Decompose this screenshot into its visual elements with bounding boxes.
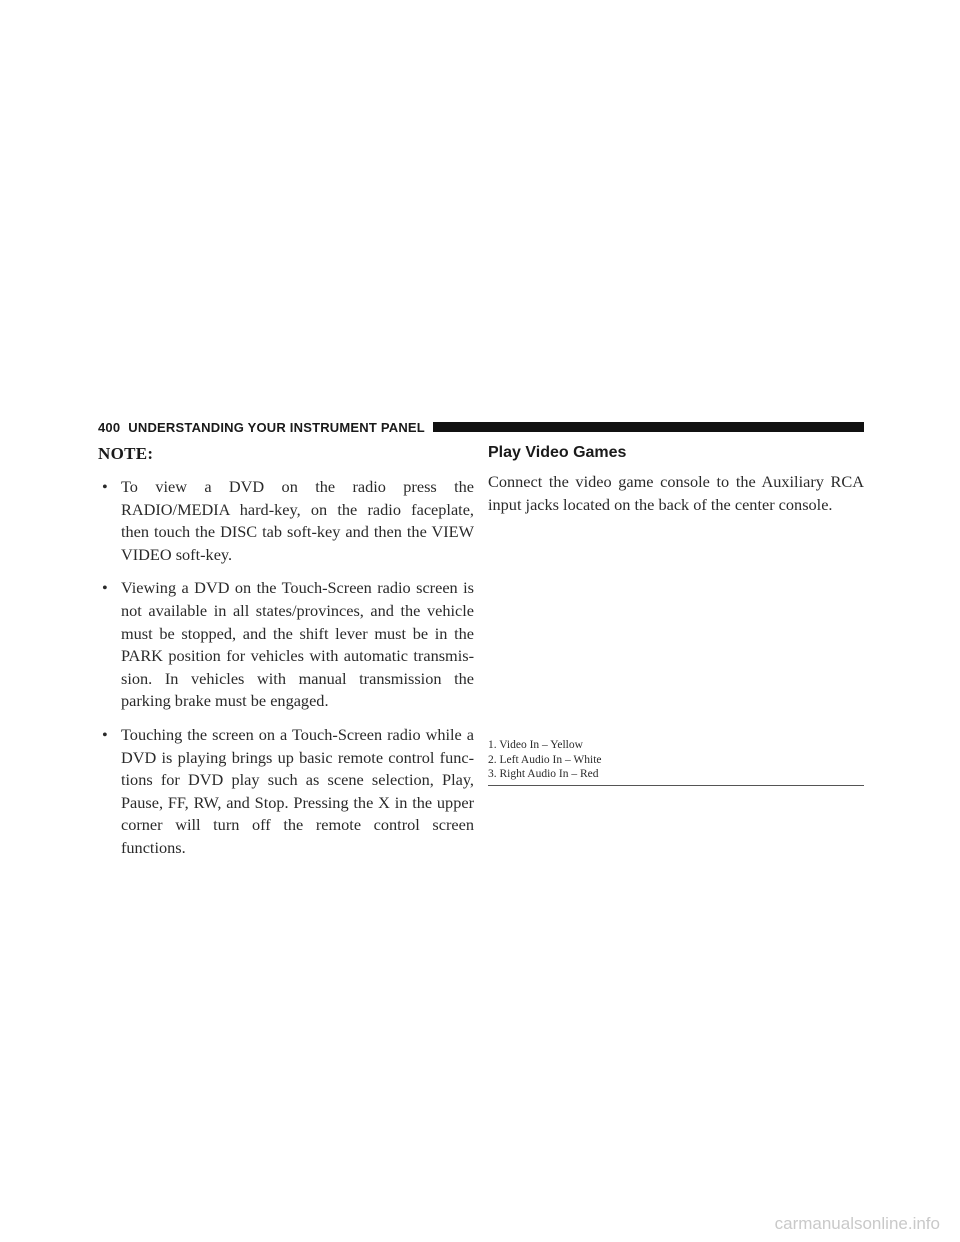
figure-caption xyxy=(488,738,864,786)
caption-line: 2. Left Audio In – White xyxy=(488,753,602,766)
note-title: NOTE: xyxy=(98,444,154,463)
note-item-text: Touching the screen on a Touch-Screen radio while a DVD is playing brings up basic remote control func-tions for DVD play such as scene selection, Play, Pause, FF, RW, and Stop. Pressing the X in the upper corner will turn off the remote control screen functions. xyxy=(121,724,474,857)
play-video-games-body: Connect the video game console to the Auxiliary RCA input jacks located on the back of the center console. xyxy=(488,472,864,514)
caption-line: 1. Video In – Yellow xyxy=(488,739,583,751)
caption-line: 3. Right Audio In – Red xyxy=(488,768,599,780)
note-list xyxy=(98,476,474,860)
note-item-text: To view a DVD on the radio press the RADIO/MEDIA hard-key, on the radio faceplate, then touch the DISC tab soft-key and then the VIEW VIDEO soft-key. xyxy=(121,477,474,564)
right-column xyxy=(488,444,864,516)
note-item xyxy=(98,476,474,566)
watermark: carmanualsonline.info xyxy=(774,1214,940,1233)
page-number: 400 xyxy=(98,419,121,435)
header-rule xyxy=(433,422,864,432)
page-header xyxy=(98,419,864,435)
figure-area xyxy=(488,520,864,732)
note-item-text: Viewing a DVD on the Touch-Screen radio screen is not available in all states/provinces, and the vehicle must be stopped, and the shift lever must be in the PARK position for vehicles with automatic transmis-sion. In vehicles with manual transmission the parking brake must be engaged. xyxy=(121,578,474,711)
play-video-games-title: Play Video Games xyxy=(488,444,627,461)
note-item xyxy=(98,577,474,713)
section-header-title: UNDERSTANDING YOUR INSTRUMENT PANEL xyxy=(128,419,425,435)
note-item xyxy=(98,724,474,860)
bullet-icon: • xyxy=(102,724,108,744)
left-column xyxy=(98,444,474,871)
bullet-icon: • xyxy=(102,477,108,496)
bullet-icon: • xyxy=(102,578,108,598)
